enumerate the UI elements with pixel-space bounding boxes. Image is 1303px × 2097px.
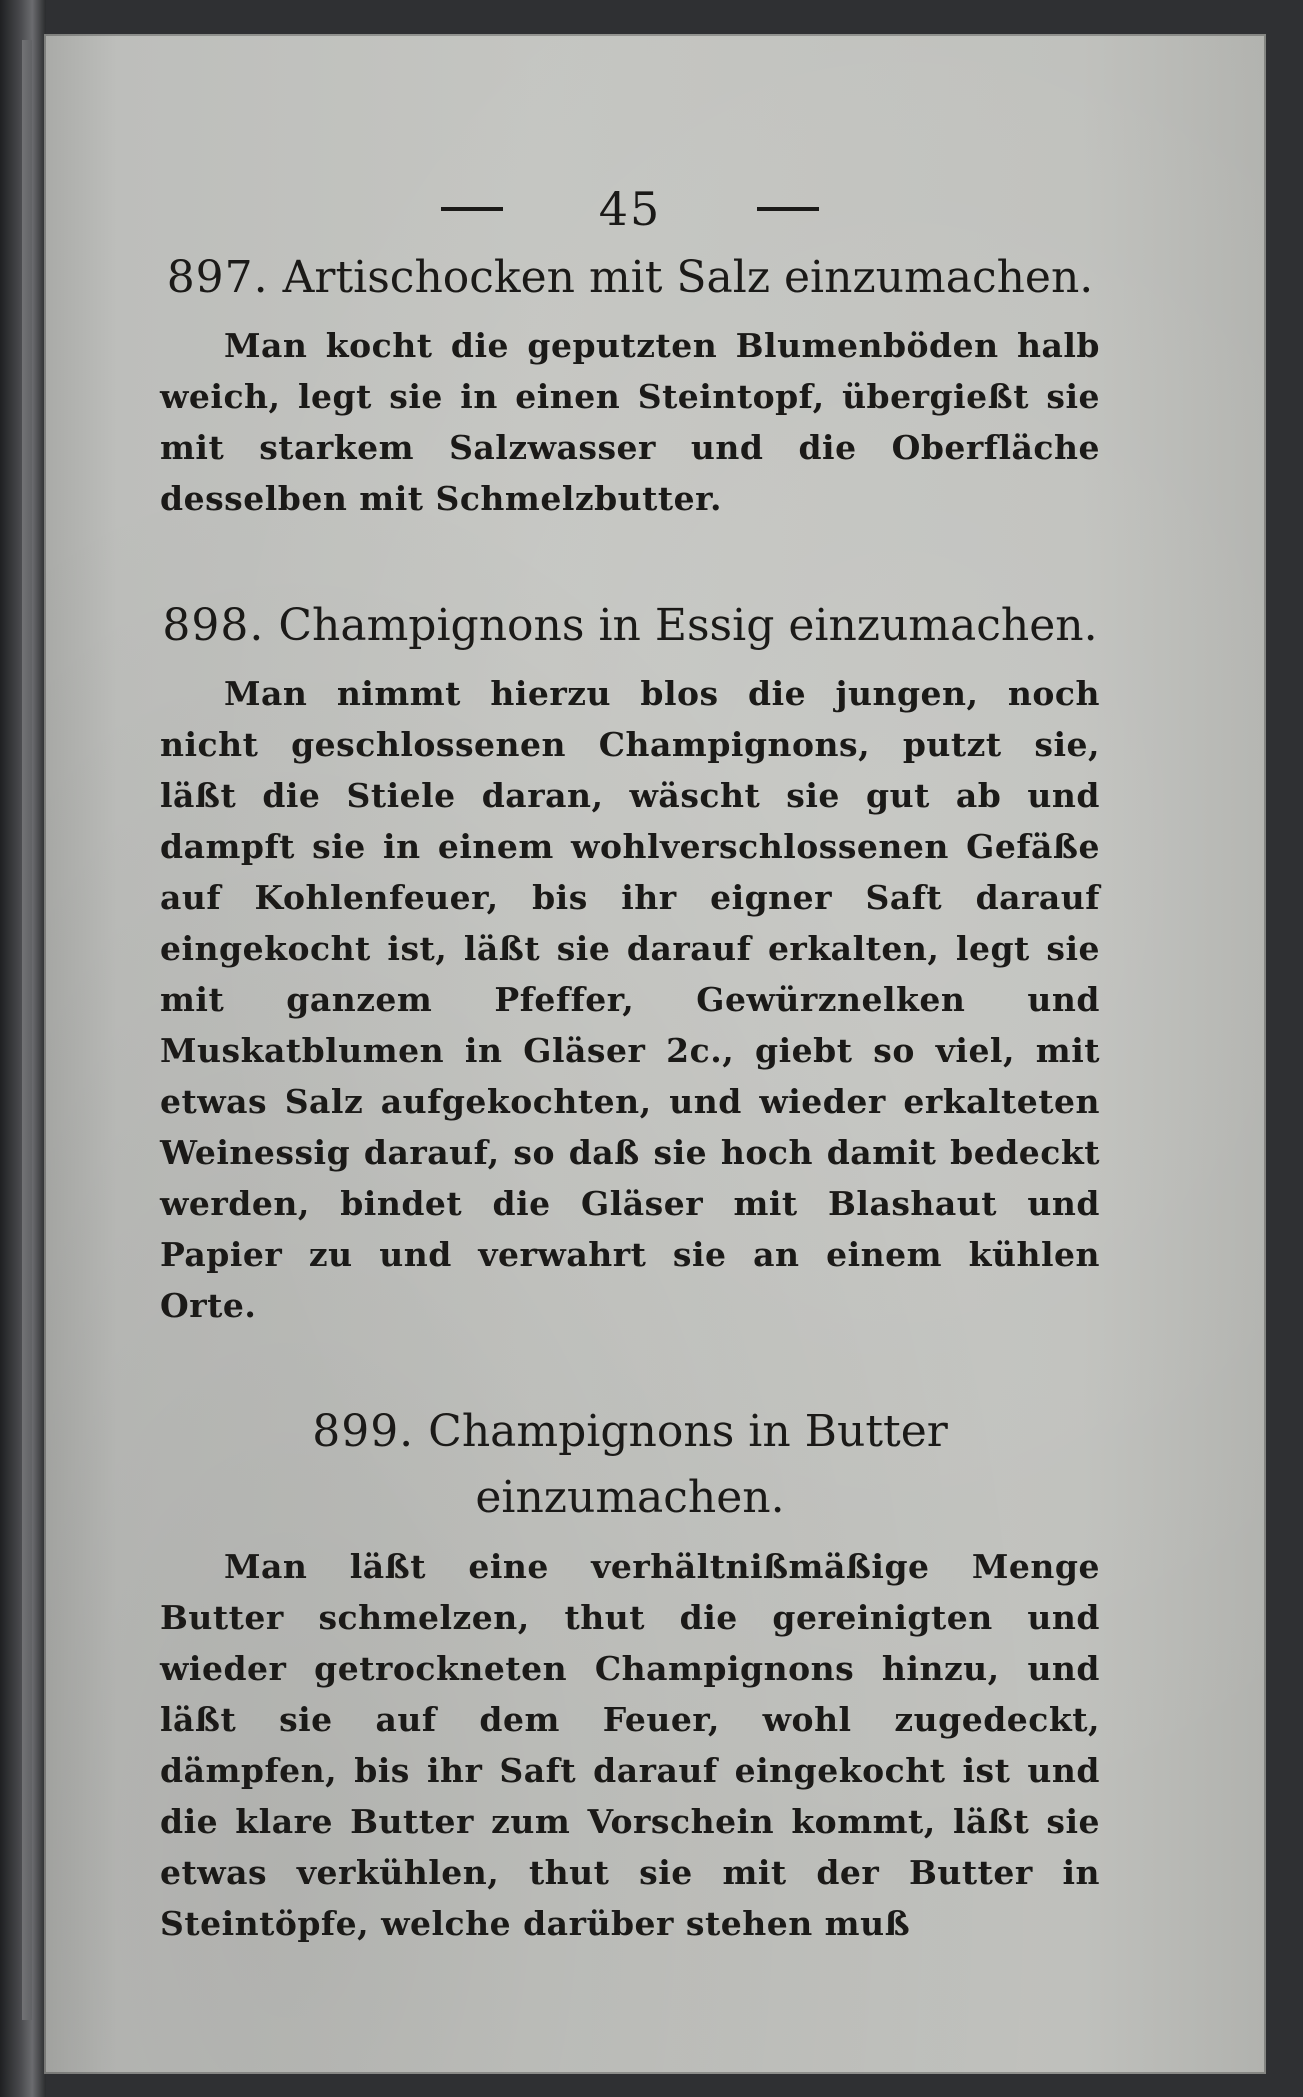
running-head-dash-left (441, 207, 503, 211)
recipe-section (160, 594, 1100, 1331)
recipe-heading (160, 1399, 1100, 1531)
running-head-dash-right (757, 207, 819, 211)
recipe-section (160, 1399, 1100, 1949)
binding-edge (22, 40, 32, 2020)
book-binding (0, 0, 46, 2097)
recipe-heading (160, 594, 1100, 658)
recipe-text: Man nimmt hierzu blos die jungen, noch nicht geschlossenen Champignons, putzt sie, läßt die Stiele daran, wäscht sie gut ab und dampft sie in einem wohlverschlossenen Gefäße auf Kohlenfeuer, bis ihr eigner Saft darauf eingekocht ist, läßt sie darauf erkalten, legt sie mit ganzem Pfeffer, Gewürznelken und Muskatblumen in Gläser 2c., giebt so viel, mit etwas Salz aufgekochten, und wieder erkalteten Weinessig darauf, so daß sie hoch damit bedeckt werden, bindet die Gläser mit Blashaut und Papier zu und verwahrt sie an einem kühlen Orte. (160, 674, 1100, 1325)
running-head (160, 174, 1100, 244)
recipe-text: Man kocht die geputzten Blumenböden halb weich, legt sie in einen Steintopf, übergießt sie mit starkem Salzwasser und die Oberfläche desselben mit Schmelzbutter. (160, 326, 1100, 518)
recipe-number: 898. (162, 600, 265, 651)
recipe-title: Artischocken mit Salz einzumachen. (282, 252, 1094, 303)
recipe-text: Man läßt eine verhältnißmäßige Menge Butter schmelzen, thut die gereinigten und wieder getrockneten Champignons hinzu, und läßt sie auf dem Feuer, wohl zugedeckt, dämpfen, bis ihr Saft darauf eingekocht ist und die klare Butter zum Vorschein kommt, läßt sie etwas verkühlen, thut sie mit der Butter in Steintöpfe, welche darüber stehen muß (160, 1547, 1100, 1943)
recipe-heading (160, 246, 1100, 310)
recipe-section (160, 246, 1100, 524)
page-number: 45 (598, 182, 662, 236)
page (44, 34, 1266, 2074)
page-text (160, 174, 1100, 1949)
recipe-number: 897. (166, 252, 269, 303)
recipe-title: Champignons in Butter einzumachen. (428, 1406, 948, 1523)
recipe-title: Champignons in Essig einzumachen. (278, 600, 1098, 651)
recipe-number: 899. (312, 1406, 415, 1457)
